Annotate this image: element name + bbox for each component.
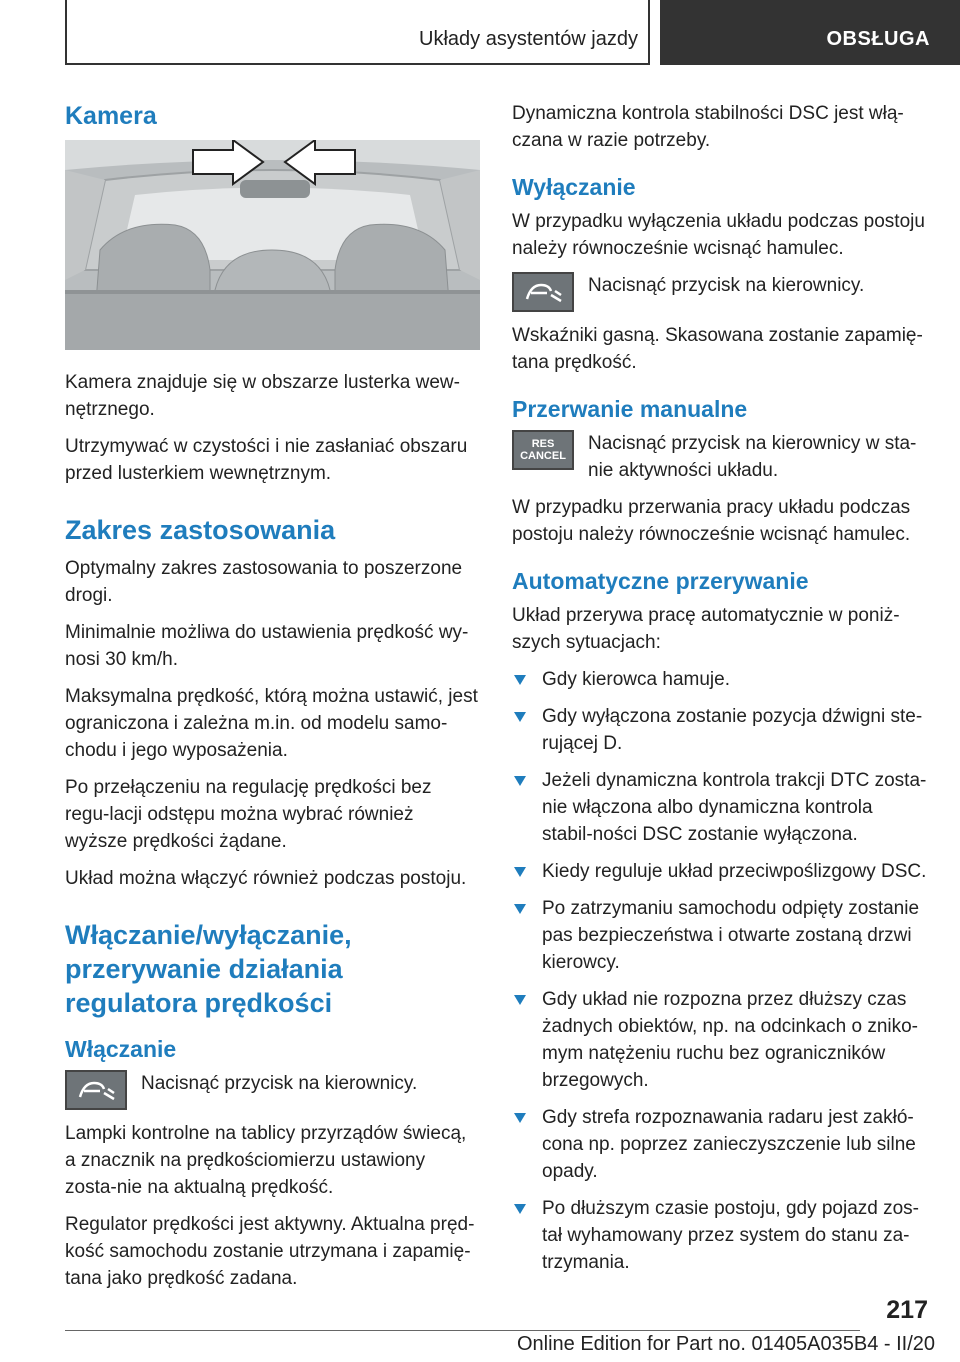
triangle-bullet-icon <box>514 675 526 685</box>
camera-location-photo <box>65 140 480 350</box>
przerwanie-paragraph-1: W przypadku przerwania pracy układu podczas postoju należy równocześnie wcisnąć hamulec. <box>512 497 911 545</box>
right-column <box>512 100 927 1286</box>
res-cancel-button-icon <box>512 430 574 470</box>
res-cancel-label: RES CANCEL <box>520 438 566 462</box>
kamera-paragraph-2: Utrzymywać w czystości i nie zasłaniać obszaru przed lusterkiem wewnętrznym. <box>65 436 468 484</box>
triangle-bullet-icon <box>514 904 526 914</box>
triangle-bullet-icon <box>514 995 526 1005</box>
dsc-paragraph: Dynamiczna kontrola stabilności DSC jest włą‐czana w razie potrzeby. <box>512 103 904 151</box>
wylaczanie-button-row <box>512 272 927 312</box>
heading-wlaczanie-main: Włączanie/wyłączanie, przerywanie działania regulatora prędkości <box>65 920 352 1018</box>
zakres-paragraph-3: Maksymalna prędkość, którą można ustawić, jest ograniczona i zależna m.in. od modelu samo‐chodu i jego wyposażenia. <box>65 686 478 761</box>
page-number: 217 <box>886 1296 928 1324</box>
list-item: Gdy wyłączona zostanie pozycja dźwigni ste‐rującej D. <box>512 703 927 757</box>
heading-wlaczanie: Włączanie <box>65 1036 177 1062</box>
heading-auto: Automatyczne przerywanie <box>512 568 809 594</box>
wlaczanie-button-row <box>65 1070 480 1110</box>
cruise-control-button-icon <box>512 272 574 312</box>
heading-wylaczanie: Wyłączanie <box>512 174 636 200</box>
left-column <box>65 100 480 1302</box>
header-tab-label: OBSŁUGA <box>826 28 930 50</box>
heading-zakres: Zakres zastosowania <box>65 515 336 545</box>
wlaczanie-paragraph-2: Regulator prędkości jest aktywny. Aktualna pręd‐kość samochodu zostanie utrzymana i zapamię‐tana jako prędkość zadana. <box>65 1214 475 1289</box>
przerwanie-button-text: Nacisnąć przycisk na kierownicy w sta‐nie aktywności układu. <box>588 433 917 481</box>
wlaczanie-paragraph-1: Lampki kontrolne na tablicy przyrządów świecą, a znacznik na prędkościomierzu ustawiony zosta‐nie na aktualną prędkość. <box>65 1123 467 1198</box>
auto-list <box>512 666 927 1276</box>
footer-rule <box>65 1330 860 1331</box>
auto-paragraph-1: Układ przerywa pracę automatycznie w poniż‐szych sytuacjach: <box>512 605 900 653</box>
list-item: Gdy strefa rozpoznawania radaru jest zakłó‐cona np. poprzez zanieczyszczenie lub silne opady. <box>512 1104 927 1185</box>
list-item: Gdy układ nie rozpozna przez dłuższy czas żadnych obiektów, np. na odcinkach o zniko‐mym natężeniu ruchu bez ograniczników brzegowych. <box>512 986 927 1094</box>
list-item: Po dłuższym czasie postoju, gdy pojazd zos‐tał wyhamowany przez system do stanu za‐trzymania. <box>512 1195 927 1276</box>
header-left-rule <box>65 0 67 65</box>
header-bottom-rule <box>65 63 650 65</box>
triangle-bullet-icon <box>514 776 526 786</box>
przerwanie-button-row <box>512 430 927 484</box>
list-item: Gdy kierowca hamuje. <box>512 666 927 693</box>
footer-edition: Online Edition for Part no. 01405A035B4 - II/20 <box>516 1333 935 1355</box>
header-section-title: Układy asystentów jazdy <box>419 28 638 50</box>
wlaczanie-button-text: Nacisnąć przycisk na kierownicy. <box>141 1073 418 1094</box>
triangle-bullet-icon <box>514 1113 526 1123</box>
zakres-paragraph-2: Minimalnie możliwa do ustawienia prędkość wy‐nosi 30 km/h. <box>65 622 469 670</box>
zakres-paragraph-4: Po przełączeniu na regulację prędkości bez regu‐lacji odstępu można wybrać również wyższe prędkości żądane. <box>65 777 432 852</box>
wylaczanie-button-text: Nacisnąć przycisk na kierownicy. <box>588 275 865 296</box>
triangle-bullet-icon <box>514 867 526 877</box>
cruise-control-button-icon <box>65 1070 127 1110</box>
list-item: Po zatrzymaniu samochodu odpięty zostanie pas bezpieczeństwa i otwarte zostaną drzwi kierowcy. <box>512 895 927 976</box>
wylaczanie-paragraph-2: Wskaźniki gasną. Skasowana zostanie zapamię‐tana prędkość. <box>512 325 923 373</box>
list-item: Jeżeli dynamiczna kontrola trakcji DTC zosta‐nie włączona albo dynamiczna kontrola stabil‐ności DSC zostanie wyłączona. <box>512 767 927 848</box>
heading-kamera: Kamera <box>65 102 157 130</box>
header-tab <box>660 0 960 65</box>
triangle-bullet-icon <box>514 712 526 722</box>
zakres-paragraph-5: Układ można włączyć również podczas postoju. <box>65 868 467 889</box>
list-item: Kiedy reguluje układ przeciwpoślizgowy DSC. <box>512 858 927 885</box>
triangle-bullet-icon <box>514 1204 526 1214</box>
wylaczanie-paragraph-1: W przypadku wyłączenia układu podczas postoju należy równocześnie wcisnąć hamulec. <box>512 211 925 259</box>
zakres-paragraph-1: Optymalny zakres zastosowania to poszerzone drogi. <box>65 558 463 606</box>
kamera-paragraph-1: Kamera znajduje się w obszarze lusterka wew‐nętrznego. <box>65 372 460 420</box>
header-divider <box>648 0 650 65</box>
heading-przerwanie: Przerwanie manualne <box>512 396 748 422</box>
